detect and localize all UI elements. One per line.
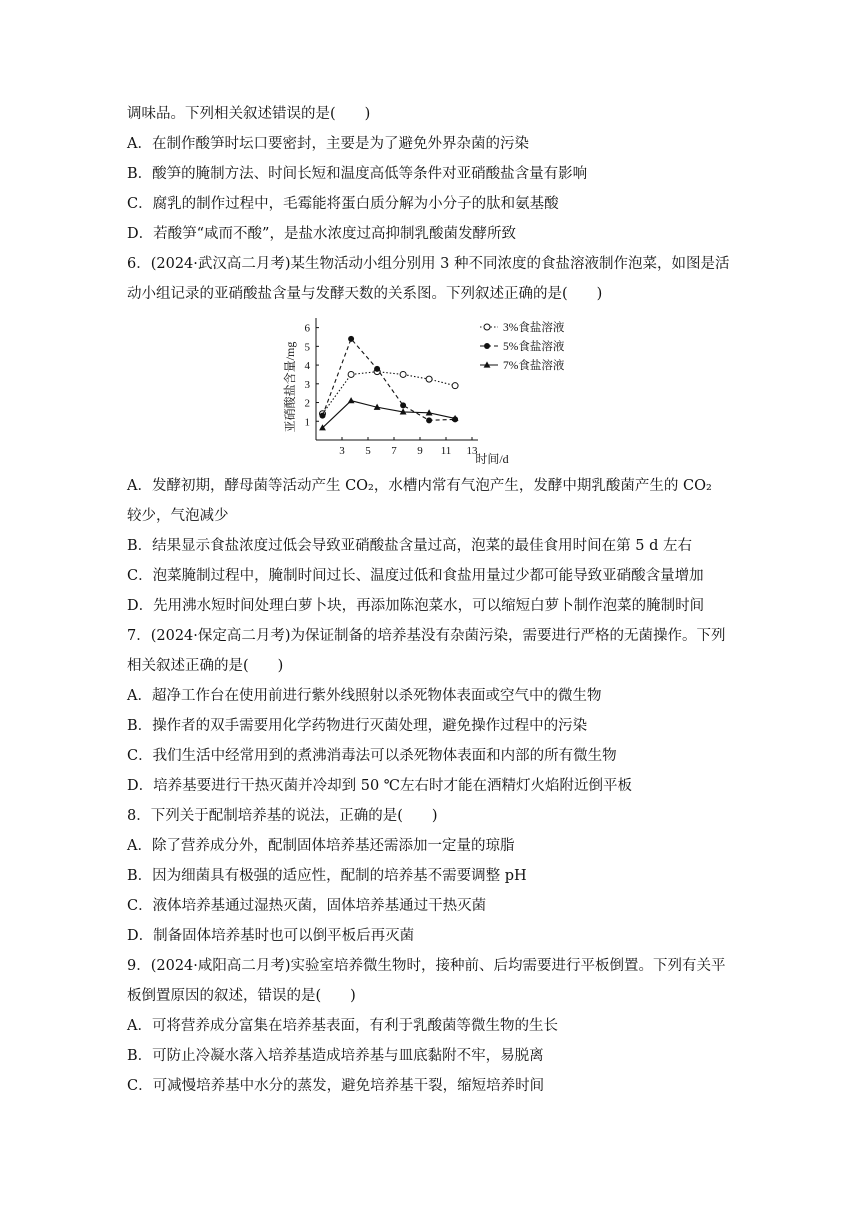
- y-tick-label: 1: [304, 416, 310, 429]
- question-9-stem-cont: 板倒置原因的叙述，错误的是( ): [127, 988, 356, 1004]
- data-point: [426, 376, 432, 382]
- q6-option-c: C．泡菜腌制过程中，腌制时间过长、温度过低和食盐用量过少都可能导致亚硝酸含量增加: [127, 568, 704, 584]
- y-tick-label: 2: [304, 397, 310, 410]
- q6-option-a-cont: 较少，气泡减少: [127, 508, 229, 524]
- q6-option-a: A．发酵初期，酵母菌等活动产生 CO₂，水槽内常有气泡产生，发酵中期乳酸菌产生的 CO₂: [127, 478, 712, 494]
- x-tick-label: 5: [365, 445, 371, 457]
- option-d: D．若酸笋“咸而不酸”，是盐水浓度过高抑制乳酸菌发酵所致: [127, 226, 516, 242]
- x-axis-label: 时间/d: [475, 452, 509, 466]
- x-tick-label: 13: [466, 445, 478, 457]
- q8-option-b: B．因为细菌具有极强的适应性，配制的培养基不需要调整 pH: [127, 868, 527, 884]
- q8-option-d: D．制备固体培养基时也可以倒平板后再灭菌: [127, 928, 415, 944]
- series-line-3: [323, 401, 456, 428]
- question-9-stem: 9．(2024·咸阳高二月考)实验室培养微生物时，接种前、后均需要进行平板倒置。下列有关平: [127, 958, 726, 974]
- y-tick-label: 5: [304, 341, 310, 354]
- x-tick-label: 7: [391, 445, 397, 457]
- q6-option-b: B．结果显示食盐浓度过低会导致亚硝酸盐含量过高，泡菜的最佳食用时间在第 5 d 左右: [127, 538, 692, 554]
- y-axis-label: 亚硝酸盐含量/mg: [283, 341, 297, 433]
- question-7-stem: 7．(2024·保定高二月考)为保证制备的培养基没有杂菌污染，需要进行严格的无菌操作。下列: [127, 628, 726, 644]
- text-line: 调味品。下列相关叙述错误的是( ): [127, 106, 371, 122]
- y-tick-label: 6: [304, 322, 310, 335]
- legend-label: 5%食盐溶液: [503, 341, 565, 353]
- x-tick-label: 9: [417, 445, 423, 457]
- legend-label: 7%食盐溶液: [503, 360, 565, 372]
- option-c: C．腐乳的制作过程中，毛霉能将蛋白质分解为小分子的肽和氨基酸: [127, 196, 559, 212]
- x-tick-label: 11: [440, 445, 452, 457]
- question-6-stem-cont: 动小组记录的亚硝酸盐含量与发酵天数的关系图。下列叙述正确的是( ): [127, 286, 603, 302]
- series-line-2: [323, 339, 456, 420]
- nitrite-chart: [282, 312, 582, 472]
- data-point: [452, 383, 458, 389]
- y-tick-label: 3: [304, 378, 310, 391]
- q8-option-c: C．液体培养基通过湿热灭菌，固体培养基通过干热灭菌: [127, 898, 487, 914]
- data-point: [400, 371, 406, 377]
- data-point: [348, 336, 354, 342]
- q7-option-b: B．操作者的双手需要用化学药物进行灭菌处理，避免操作过程中的污染: [127, 718, 588, 734]
- data-point: [320, 413, 326, 419]
- legend-marker: [484, 343, 490, 349]
- question-6-stem: 6．(2024·武汉高二月考)某生物活动小组分别用 3 种不同浓度的食盐溶液制作泡菜，如图是活: [127, 256, 730, 272]
- q9-option-c: C．可减慢培养基中水分的蒸发，避免培养基干裂，缩短培养时间: [127, 1078, 545, 1094]
- legend-marker: [484, 324, 490, 330]
- question-7-stem-cont: 相关叙述正确的是( ): [127, 658, 284, 674]
- q7-option-d: D．培养基要进行干热灭菌并冷却到 50 ℃左右时才能在酒精灯火焰附近倒平板: [127, 778, 633, 794]
- series-line-1: [323, 372, 456, 414]
- q9-option-a: A．可将营养成分富集在培养基表面，有利于乳酸菌等微生物的生长: [127, 1018, 558, 1034]
- chart-axes: [305, 318, 479, 457]
- y-tick-label: 4: [304, 360, 310, 373]
- data-point: [426, 417, 432, 423]
- legend-label: 3%食盐溶液: [503, 322, 565, 334]
- data-point: [348, 371, 354, 377]
- question-8-stem: 8．下列关于配制培养基的说法，正确的是( ): [127, 808, 438, 824]
- option-a: A．在制作酸笋时坛口要密封，主要是为了避免外界杂菌的污染: [127, 136, 529, 152]
- q6-option-d: D．先用沸水短时间处理白萝卜块，再添加陈泡菜水，可以缩短白萝卜制作泡菜的腌制时间: [127, 598, 705, 614]
- q9-option-b: B．可防止冷凝水落入培养基造成培养基与皿底黏附不牢，易脱离: [127, 1048, 544, 1064]
- data-point: [348, 397, 355, 403]
- data-point: [374, 366, 380, 372]
- q8-option-a: A．除了营养成分外，配制固体培养基还需添加一定量的琼脂: [127, 838, 515, 854]
- q7-option-a: A．超净工作台在使用前进行紫外线照射以杀死物体表面或空气中的微生物: [127, 688, 602, 704]
- x-tick-label: 3: [339, 445, 345, 457]
- data-point: [400, 402, 406, 408]
- option-b: B．酸笋的腌制方法、时间长短和温度高低等条件对亚硝酸盐含量有影响: [127, 166, 588, 182]
- chart-marks: [319, 320, 565, 430]
- q7-option-c: C．我们生活中经常用到的煮沸消毒法可以杀死物体表面和内部的所有微生物: [127, 748, 617, 764]
